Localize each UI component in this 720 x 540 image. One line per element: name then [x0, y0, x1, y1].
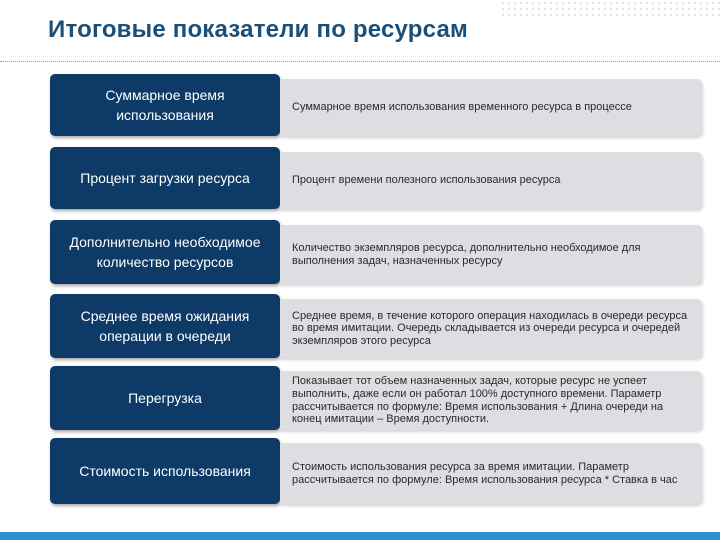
metric-term: Перегрузка	[50, 366, 280, 430]
metric-term: Процент загрузки ресурса	[50, 147, 280, 209]
metric-description: Суммарное время использования временного ресурса в процессе	[280, 79, 702, 136]
metric-term: Суммарное время использования	[50, 74, 280, 136]
metric-row-usage-cost	[50, 438, 702, 504]
metric-description: Стоимость использования ресурса за время имитации. Параметр рассчитывается по формуле: Время использования ресурса * Ставка в час	[280, 443, 702, 504]
metric-description: Показывает тот объем назначенных задач, которые ресурс не успеет выполнить, даже если он работал 100% доступного времени. Параметр рассчитывается по формуле: Время использования + Длина очереди на конец имитации – Время доступности.	[280, 371, 702, 430]
metric-description: Процент времени полезного использования ресурса	[280, 152, 702, 209]
metric-description: Среднее время, в течение которого операция находилась в очереди ресурса во время имитации. Очередь складывается из очереди ресурса и очередей экземпляров этого ресурса	[280, 299, 702, 358]
metric-row-overload	[50, 366, 702, 430]
metric-row-total-usage-time	[50, 74, 702, 136]
decorative-dot-pattern	[500, 0, 720, 20]
metric-row-additional-resources	[50, 220, 702, 284]
metric-term: Среднее время ожидания операции в очереди	[50, 294, 280, 358]
metric-term: Дополнительно необходимое количество ресурсов	[50, 220, 280, 284]
title-divider	[0, 61, 720, 62]
slide-title: Итоговые показатели по ресурсам	[48, 16, 468, 43]
metric-term: Стоимость использования	[50, 438, 280, 504]
metric-row-average-queue-wait	[50, 294, 702, 358]
metric-row-load-percent	[50, 147, 702, 209]
bottom-accent-bar	[0, 532, 720, 540]
metric-description: Количество экземпляров ресурса, дополнительно необходимое для выполнения задач, назначенных ресурсу	[280, 225, 702, 284]
